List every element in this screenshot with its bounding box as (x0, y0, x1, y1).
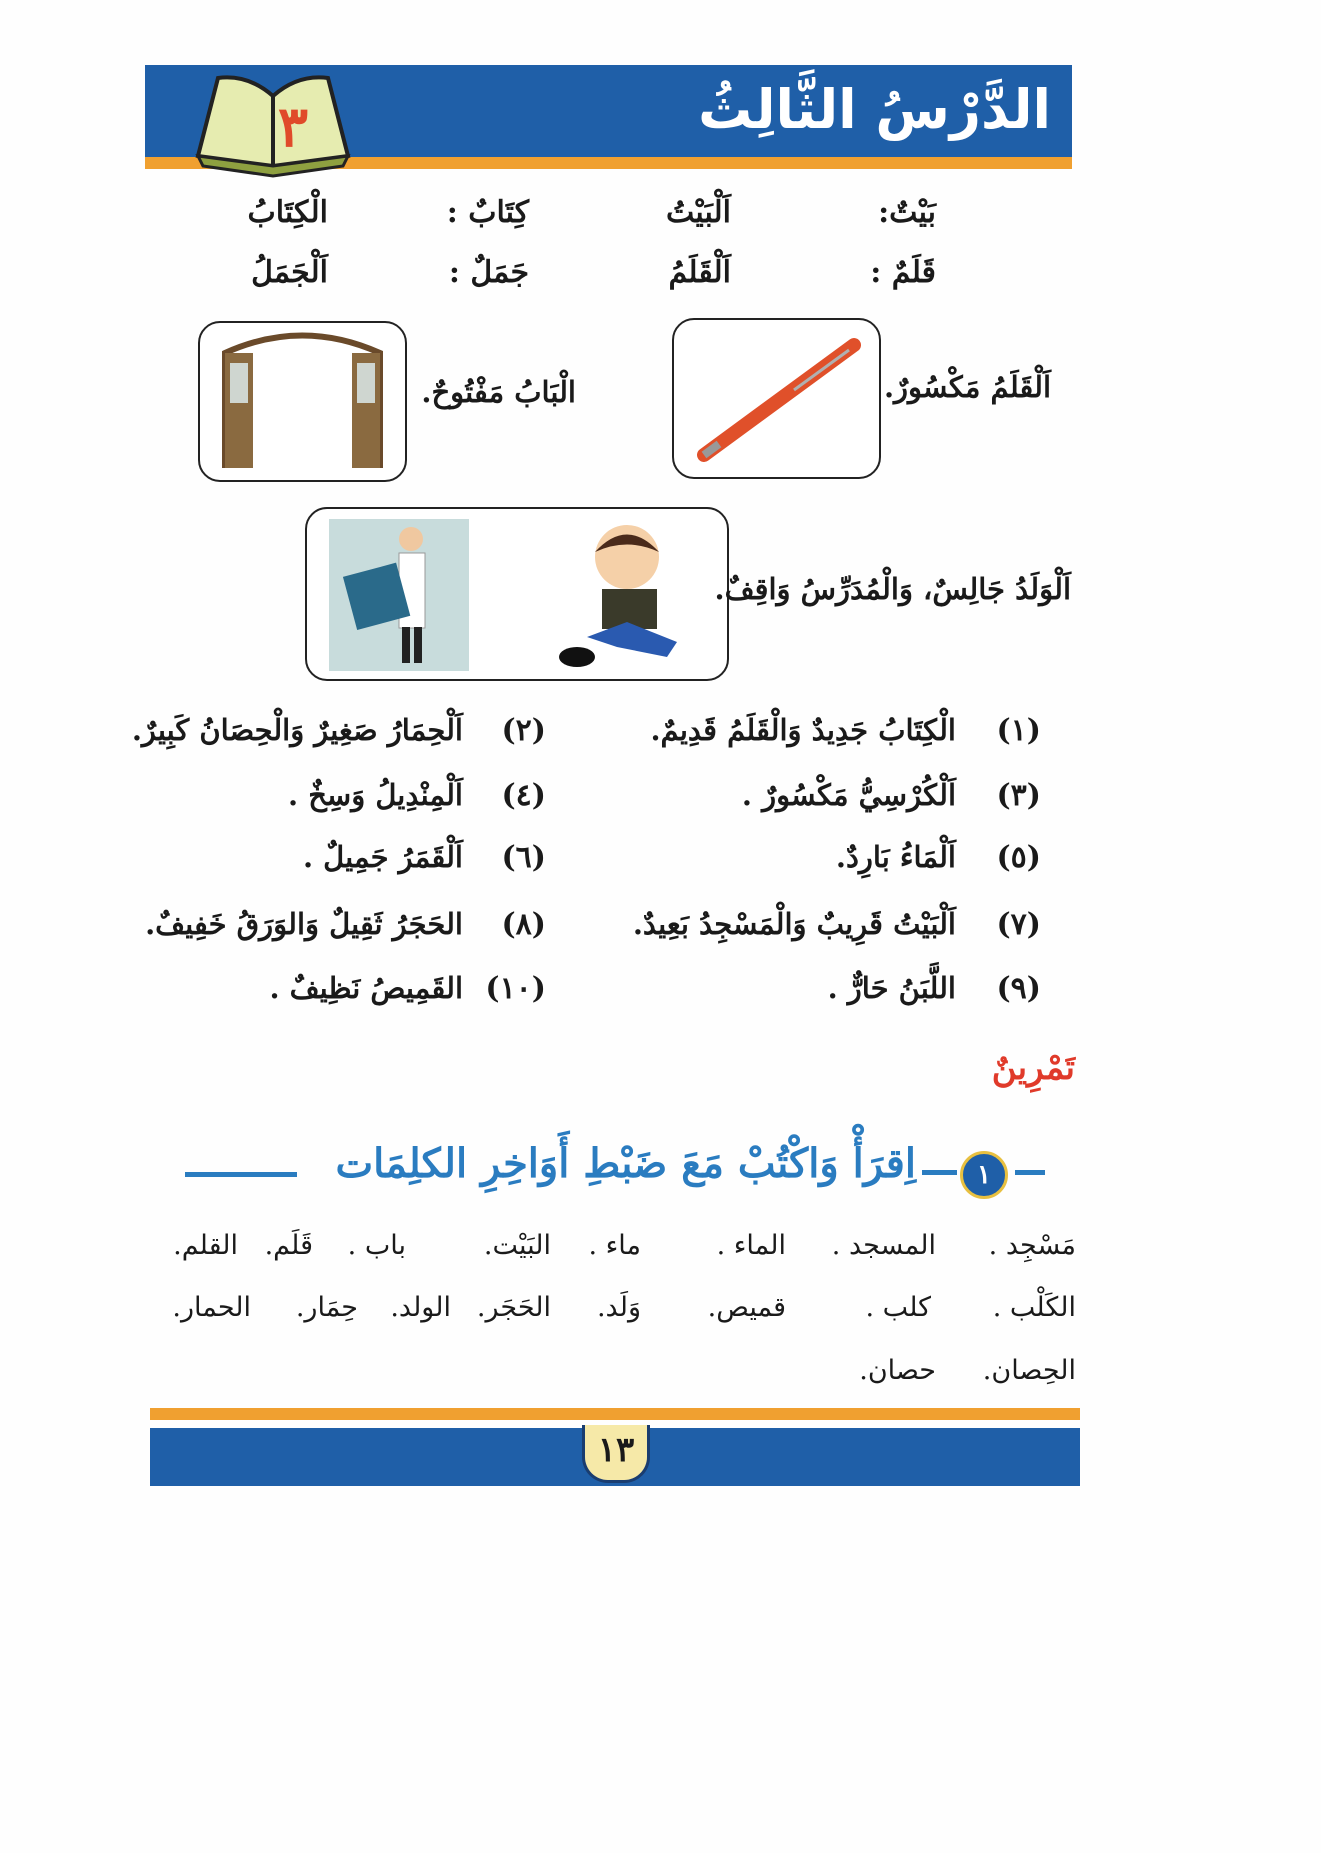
sentence-number: (٤) (501, 778, 546, 813)
sentence: اَلْكُرْسِيُّ مَكْسُورٌ . (741, 778, 956, 812)
sentence-number: (٦) (501, 840, 546, 875)
exercise-word: الكَلْب . (992, 1292, 1076, 1323)
exercise-word: حِمَار. (295, 1292, 358, 1323)
sentence-number: (١) (996, 713, 1041, 748)
sentence: الحَجَرُ ثَقِيلٌ وَالوَرَقُ خَفِيفٌ. (145, 907, 463, 941)
vocab-word: جَمَلٌ : (448, 255, 529, 290)
exercise-word: الولد. (390, 1292, 451, 1323)
caption-door: الْبَابُ مَفْتُوحٌ. (421, 375, 576, 409)
teacher-image (329, 519, 469, 671)
sentence: اَلْحِمَارُ صَغِيرٌ وَالْحِصَانُ كَبِيرٌ. (131, 713, 463, 747)
footer-stripe (150, 1408, 1080, 1420)
exercise-word: الحمار. (172, 1292, 251, 1323)
sentence: الْكِتَابُ جَدِيدٌ وَالْقَلَمُ قَدِيمٌ. (650, 713, 956, 747)
sentence: اَلْبَيْتُ قَرِيبٌ وَالْمَسْجِدُ بَعِيدٌ. (632, 907, 956, 941)
boy-teacher-picture-frame (305, 507, 729, 681)
exercise-word: المسجد . (831, 1230, 936, 1261)
vocab-word: اَلْبَيْتُ (665, 195, 731, 230)
sentence-number: (٢) (501, 713, 546, 748)
heading-rule (185, 1172, 297, 1177)
lesson-number: ٣ (277, 94, 309, 160)
exercise-word: الحَجَر. (476, 1292, 551, 1323)
vocab-word: الْكِتَابُ (247, 195, 328, 230)
exercise-word: الماء . (716, 1230, 786, 1261)
sentence-number: (١٠) (485, 971, 546, 1006)
page-title: الدَّرْسُ الثَّالِثُ (698, 78, 1051, 141)
vocab-word: قَلَمٌ : (870, 255, 936, 290)
caption-pen: اَلْقَلَمُ مَكْسُورٌ. (883, 370, 1051, 404)
exercise-label: تَمْرِينٌ (991, 1048, 1075, 1088)
boy-image (557, 517, 697, 669)
exercise-number-badge: ١ (960, 1151, 1008, 1199)
exercise-heading: اِقرَأْ وَاكْتُبْ مَعَ ضَبْطِ أَوَاخِرِ الكلِمَات (335, 1140, 916, 1187)
exercise-word: وَلَد. (596, 1292, 641, 1323)
open-book-icon (178, 66, 368, 178)
sentence: اَلْمِنْدِيلُ وَسِخٌ . (288, 778, 463, 812)
caption-boy-teacher: اَلْوَلَدُ جَالِسٌ، وَالْمُدَرِّسُ وَاقِفٌ. (714, 572, 1071, 606)
pen-picture-frame (672, 318, 881, 479)
exercise-word: مَسْجِد . (988, 1230, 1076, 1261)
vocab-word: بَيْتٌ: (878, 195, 936, 230)
page-number: ١٣ (582, 1425, 650, 1483)
exercise-word: القلم. (173, 1230, 238, 1261)
door-picture-frame (198, 321, 407, 482)
exercise-word: قَلَم. (264, 1230, 313, 1261)
sentence-number: (٨) (501, 907, 546, 942)
sentence: اَلْقَمَرُ جَمِيلٌ . (302, 840, 463, 874)
sentence: اللَّبَنُ حَارٌّ . (827, 971, 956, 1005)
pen-image (674, 320, 879, 477)
exercise-word: قميص. (707, 1292, 786, 1323)
exercise-word: حصان. (859, 1355, 936, 1386)
sentence-number: (٩) (996, 971, 1041, 1006)
exercise-word: باب . (347, 1230, 406, 1261)
vocab-word: اَلْقَلَمُ (668, 255, 731, 290)
sentence: اَلْمَاءُ بَارِدٌ. (835, 840, 956, 874)
sentence-number: (٥) (996, 840, 1041, 875)
vocab-word: كِتَابٌ : (446, 195, 529, 230)
exercise-word: ماء . (588, 1230, 641, 1261)
exercise-word: البَيْت. (483, 1230, 551, 1261)
sentence: القَمِيصُ نَظِيفٌ . (269, 971, 463, 1005)
heading-rule (1015, 1170, 1045, 1175)
door-image (200, 323, 405, 480)
heading-rule (922, 1170, 957, 1175)
sentence-number: (٣) (996, 778, 1041, 813)
vocab-word: اَلْجَمَلُ (251, 255, 328, 290)
exercise-word: كلب . (865, 1292, 931, 1323)
exercise-word: الحِصان. (982, 1355, 1076, 1386)
sentence-number: (٧) (996, 907, 1041, 942)
